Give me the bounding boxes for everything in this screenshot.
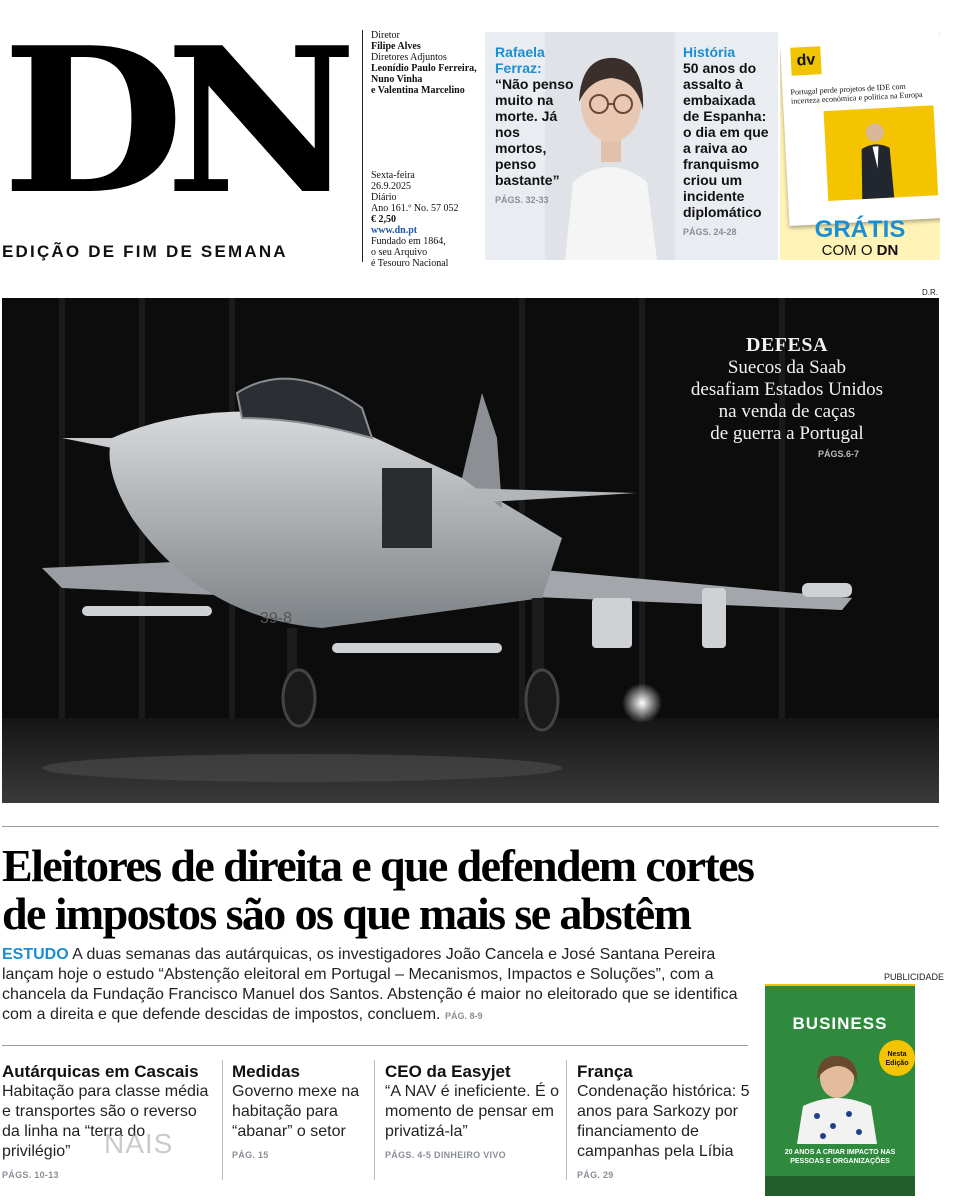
issue-price: € 2,50 [371, 214, 396, 225]
hero-text-line: Suecos da Saab [727, 357, 847, 378]
issue-number: Ano 161.º No. 57 052 [371, 203, 459, 214]
history-teaser[interactable] [683, 44, 775, 240]
hero-text-line: de guerra a Portugal [710, 423, 864, 444]
supplement-promo[interactable] [780, 32, 940, 260]
story-title: França [577, 1062, 633, 1081]
supplement-headline: Portugal perde projetos de IDE com incerteza económica e política na Europa [790, 81, 923, 106]
photo-credit: D.R. [922, 288, 938, 297]
page-reference: PÁGS. 24-28 [683, 227, 737, 237]
main-headline[interactable] [2, 842, 942, 938]
story-title: Medidas [232, 1062, 301, 1081]
promo-sub-brand: DN [876, 242, 899, 259]
promo-sub-prefix: COM O [821, 242, 873, 259]
page-reference: PÁGS. 32-33 [495, 195, 549, 205]
person-illustration [854, 117, 898, 199]
divider [2, 826, 939, 827]
history-headline: 50 anos do assalto à embaixada de Espanha: o dia em que a raiva ao franquismo criou um incidente diplomático [683, 60, 769, 220]
hero-kicker: DEFESA [746, 334, 828, 356]
deputy-name: e Valentina Marcelino [371, 85, 465, 96]
headline-line: de impostos são os que mais se abstêm [2, 888, 691, 939]
column-divider [566, 1060, 567, 1180]
main-lead [2, 945, 746, 1026]
founded-line: Fundado em 1864, [371, 236, 446, 247]
divider [2, 1045, 748, 1046]
supplement-photo [824, 105, 939, 201]
column-divider [374, 1060, 375, 1180]
deputy-name: Leonídio Paulo Ferreira, [371, 63, 477, 74]
story-text: “A NAV é ineficiente. É o momento de pensar em privatizá-la” [385, 1083, 560, 1140]
story-text: Habitação para classe média e transportes são o reverso da linha na “terra do privilégio” [2, 1083, 209, 1160]
supplement-cover [780, 32, 940, 226]
story-franca[interactable] [577, 1062, 752, 1180]
story-cascais[interactable] [2, 1062, 217, 1180]
director-label: Diretor [371, 30, 400, 41]
ad-caption: 20 ANOS A CRIAR IMPACTO NAS PESSOAS E ORGANIZAÇÕES [784, 1149, 896, 1165]
page-reference: PÁGS. 10-13 [2, 1170, 59, 1180]
column-divider [222, 1060, 223, 1180]
page-reference: PÁG. 15 [232, 1150, 269, 1160]
section-kicker: História [683, 44, 736, 60]
ad-footer-strip [765, 1176, 915, 1196]
watermark-text: NAIS [104, 1128, 174, 1159]
tail-number: 39-8 [260, 610, 293, 627]
story-title: CEO da Easyjet [385, 1062, 511, 1081]
story-text: Condenação histórica: 5 anos para Sarkozy por financiamento de campanhas pela Líbia [577, 1083, 750, 1160]
ad-badge: Nesta Edição [879, 1040, 915, 1076]
free-promo-label: GRÁTIS [814, 216, 906, 243]
deputy-name: Nuno Vinha [371, 74, 423, 85]
lead-kicker: ESTUDO [2, 946, 69, 963]
page-reference: PÁG. 29 [577, 1170, 614, 1180]
story-medidas[interactable] [232, 1062, 372, 1160]
headline-line: Eleitores de direita e que defendem cortes [2, 840, 754, 891]
ad-title: BUSINESS [792, 1014, 888, 1033]
director-name: Filipe Alves [371, 41, 421, 52]
page-reference: PÁG. 8-9 [444, 1011, 483, 1021]
edition-label: EDIÇÃO DE FIM DE SEMANA [2, 242, 288, 261]
hero-text-line: na venda de caças [718, 401, 856, 422]
story-text: Governo mexe na habitação para “abanar” o setor [232, 1083, 360, 1140]
founded-line: o seu Arquivo [371, 247, 428, 258]
deputies-label: Diretores Adjuntos [371, 52, 447, 63]
logo-wordmark: DN [2, 4, 339, 239]
interview-quote: “Não penso muito na morte. Já nos mortos, penso bastante” [495, 76, 574, 188]
hero-photo[interactable] [2, 298, 939, 803]
interview-teaser[interactable] [495, 44, 575, 208]
ad-person-photo [787, 1046, 887, 1144]
free-promo-sub [780, 242, 940, 259]
founded-line: é Tesouro Nacional [371, 258, 449, 269]
hero-text-line: desafiam Estados Unidos [690, 379, 883, 400]
top-teaser-box[interactable] [485, 32, 778, 260]
hero-caption[interactable] [691, 334, 883, 459]
website-link[interactable]: www.dn.pt [371, 225, 418, 236]
story-easyjet[interactable] [385, 1062, 565, 1160]
issue-date: 26.9.2025 [371, 181, 411, 192]
story-title: Autárquicas em Cascais [2, 1062, 199, 1081]
newspaper-logo[interactable] [2, 4, 342, 239]
issue-day: Sexta-feira [371, 170, 415, 181]
interviewee-name: Rafaela Ferraz: [495, 44, 545, 76]
business-ad[interactable] [765, 984, 915, 1196]
lead-text: A duas semanas das autárquicas, os investigadores João Cancela e José Santana Pereira lançam hoje o estudo “Abstenção eleitoral em Portugal – Mecanismos, Impactos e Soluções”, com a chancela da Fundação Francisco Manuel dos Santos. Abstenção é maior no eleitorado que se identifica com a direita e que defende descidas de impostos, concluem. [2, 946, 738, 1023]
page-reference: PÁGS.6-7 [817, 449, 859, 459]
page-reference: PÁGS. 4-5 DINHEIRO VIVO [385, 1150, 506, 1160]
dinheiro-vivo-logo: dv [790, 46, 821, 76]
advertising-label: PUBLICIDADE [884, 972, 945, 982]
masthead-credits [362, 30, 482, 269]
issue-frequency: Diário [371, 192, 397, 203]
